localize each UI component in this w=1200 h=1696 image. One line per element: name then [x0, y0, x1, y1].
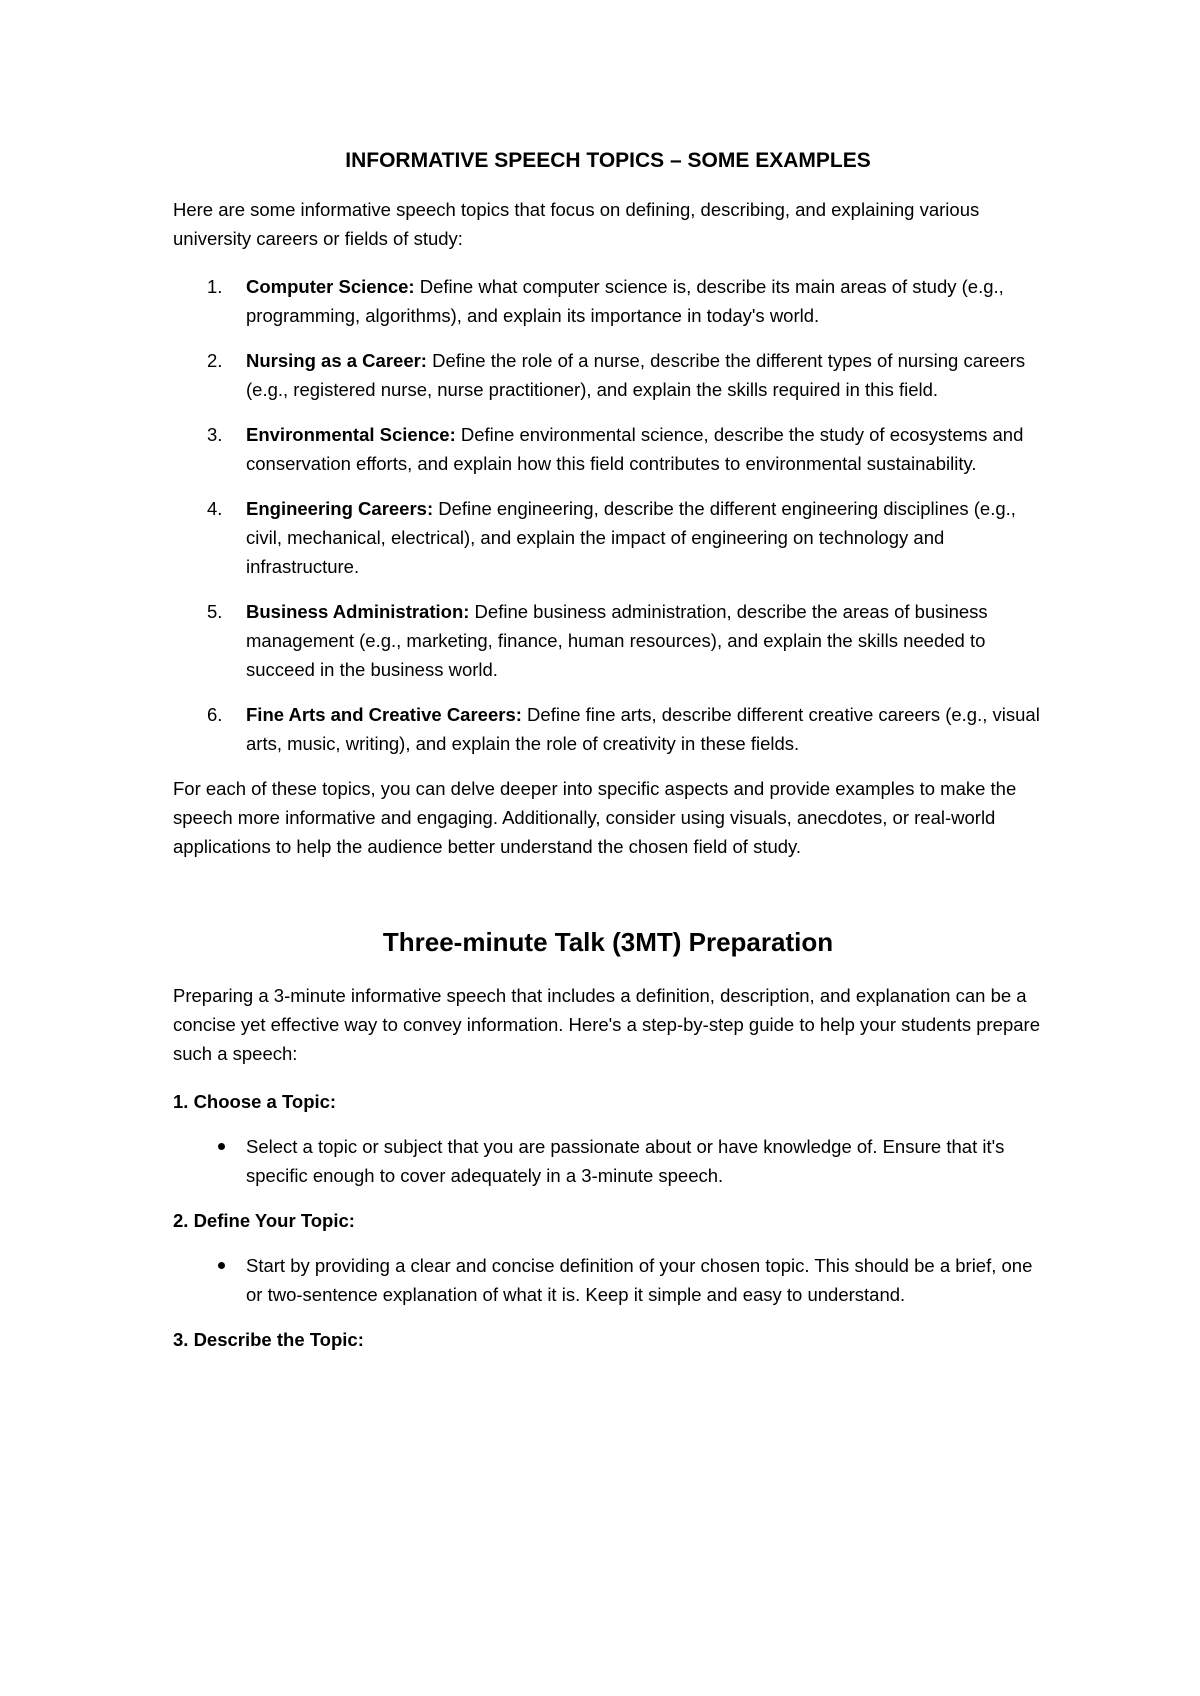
- intro-paragraph: Here are some informative speech topics that focus on defining, describing, and explaining various university careers or fields of study:: [173, 199, 980, 249]
- topic-description: Define business administration, describe the areas of business management (e.g., marketing, finance, human resources), and explain the skills needed to succeed in the business world.: [246, 601, 988, 680]
- topic-name: Engineering Careers:: [246, 498, 434, 519]
- bullet-icon: [218, 1143, 225, 1150]
- list-item: [173, 597, 1043, 684]
- list-number: 2.: [207, 350, 223, 371]
- step-heading: 2. Define Your Topic:: [173, 1210, 355, 1231]
- topic-name: Business Administration:: [246, 601, 470, 622]
- document-title: INFORMATIVE SPEECH TOPICS – SOME EXAMPLES: [345, 149, 871, 172]
- list-number: 6.: [207, 704, 223, 725]
- topic-list: [173, 272, 1043, 758]
- list-item: [173, 272, 1043, 330]
- topic-description: Define engineering, describe the different engineering disciplines (e.g., civil, mechanical, electrical), and explain the impact of engineering on technology and infrastructure.: [246, 498, 1016, 577]
- list-item: [173, 346, 1043, 404]
- bullet-text: Start by providing a clear and concise definition of your chosen topic. This should be a brief, one or two-sentence explanation of what it is. Keep it simple and easy to understand.: [246, 1255, 1033, 1305]
- topic-name: Environmental Science:: [246, 424, 456, 445]
- list-item: [173, 700, 1043, 758]
- bullet-item: [173, 1132, 1043, 1190]
- step-heading: 3. Describe the Topic:: [173, 1329, 364, 1350]
- list-number: 5.: [207, 601, 223, 622]
- section-title: Three-minute Talk (3MT) Preparation: [382, 927, 834, 957]
- document-page: [173, 146, 1043, 1370]
- step-heading: 1. Choose a Topic:: [173, 1091, 337, 1112]
- list-number: 3.: [207, 424, 223, 445]
- topic-name: Computer Science:: [246, 276, 415, 297]
- topic-description: Define what computer science is, describe its main areas of study (e.g., programming, algorithms), and explain its importance in today's world.: [246, 276, 1004, 326]
- topic-name: Nursing as a Career:: [246, 350, 427, 371]
- topic-description: Define the role of a nurse, describe the different types of nursing careers (e.g., registered nurse, nurse practitioner), and explain the skills required in this field.: [246, 350, 1026, 400]
- prep-intro-paragraph: Preparing a 3-minute informative speech that includes a definition, description, and explanation can be a concise yet effective way to convey information. Here's a step-by-step guide to help your students prepare such a speech:: [173, 985, 1040, 1064]
- topic-description: Define fine arts, describe different creative careers (e.g., visual arts, music, writing), and explain the role of creativity in these fields.: [246, 704, 1040, 754]
- list-number: 4.: [207, 498, 223, 519]
- list-item: [173, 494, 1043, 581]
- bullet-text: Select a topic or subject that you are passionate about or have knowledge of. Ensure that it's specific enough to cover adequately in a 3-minute speech.: [246, 1136, 1005, 1186]
- closing-paragraph: For each of these topics, you can delve deeper into specific aspects and provide examples to make the speech more informative and engaging. Additionally, consider using visuals, anecdotes, or real-world applications to help the audience better understand the chosen field of study.: [173, 778, 1017, 857]
- list-number: 1.: [207, 276, 223, 297]
- bullet-item: [173, 1251, 1043, 1309]
- list-item: [173, 420, 1043, 478]
- topic-description: Define environmental science, describe the study of ecosystems and conservation efforts, and explain how this field contributes to environmental sustainability.: [246, 424, 1024, 474]
- topic-name: Fine Arts and Creative Careers:: [246, 704, 522, 725]
- bullet-icon: [218, 1262, 225, 1269]
